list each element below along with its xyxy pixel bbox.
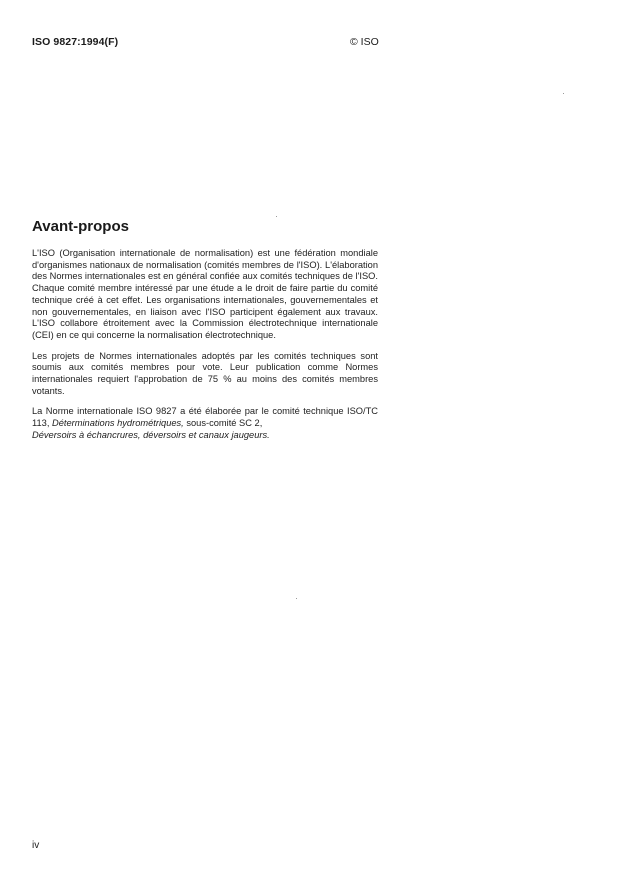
copyright-notice: © ISO [350,36,379,48]
scan-speck [276,216,277,217]
foreword-body [32,248,378,451]
scan-speck [296,598,297,599]
document-reference: ISO 9827:1994(F) [32,36,119,48]
page-number: iv [32,840,40,851]
paragraph-committee [32,406,378,441]
scan-speck [563,93,564,94]
section-title: Avant-propos [32,218,129,235]
committee-name: Déterminations hydrométriques, [52,418,184,429]
paragraph-committee-middle: sous-comité SC 2, [183,418,263,429]
paragraph-committee-lead: La Norme internationale ISO 9827 a été élaborée par le comité technique ISO/TC 113, [32,406,378,429]
subcommittee-name: Déversoirs à échancrures, déversoirs et canaux jaugeurs. [32,429,270,440]
paragraph-voting: Les projets de Normes internationales adoptés par les comités techniques sont soumis aux comités membres pour vote. Leur publication comme Normes internationales requiert l'approbation de 75 % au moins des comités membres votants. [32,350,378,396]
paragraph-iso-organisation: L'ISO (Organisation internationale de normalisation) est une fédération mondiale d'organismes nationaux de normalisation (comités membres de l'ISO). L'élaboration des Normes internationales est en général confiée aux comités techniques de l'ISO. Chaque comité membre intéressé par une étude a le droit de faire partie du comité technique créé à cet effet. Les organisations internationales, gouvernementales et non gouvernementales, en liaison avec l'ISO participent également aux travaux. L'ISO collabore étroitement avec la Commission électrotechnique internationale (CEI) en ce qui concerne la normalisation électrotechnique. [32,248,378,340]
